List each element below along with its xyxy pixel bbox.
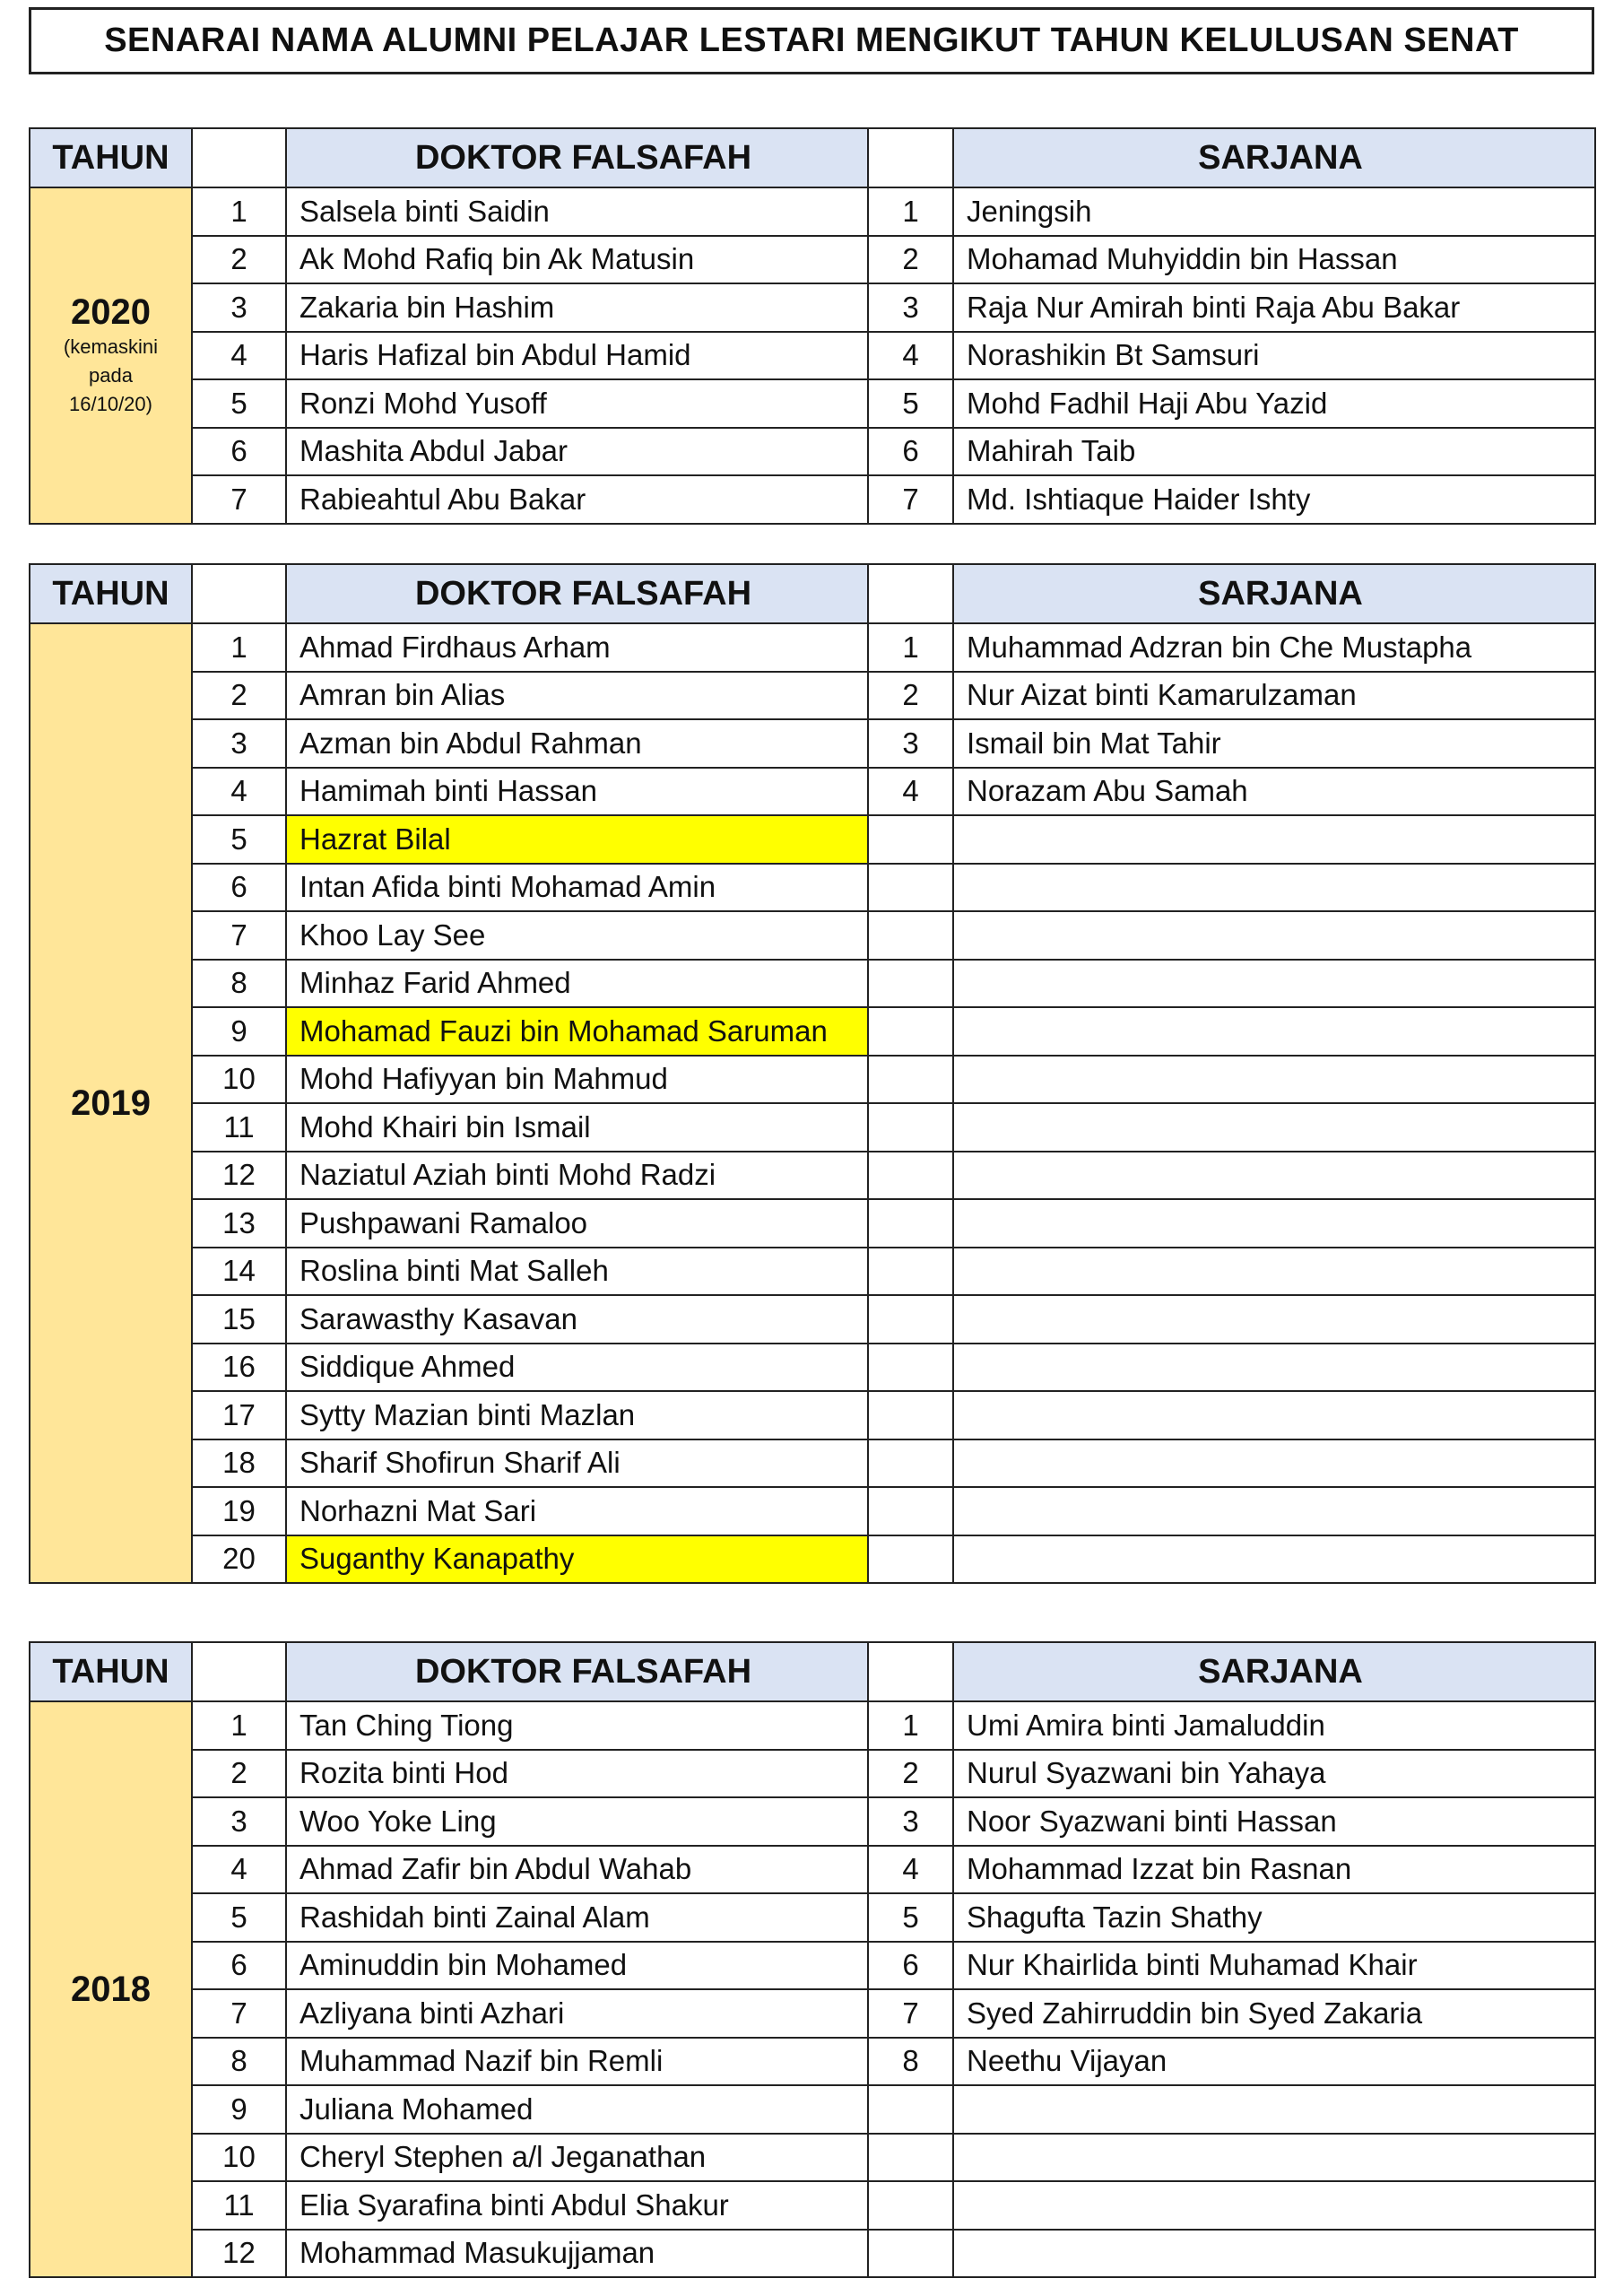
sarjana-number: 2 bbox=[868, 236, 953, 284]
sarjana-number bbox=[868, 2134, 953, 2182]
header-blank bbox=[192, 128, 286, 187]
table-row bbox=[30, 332, 1595, 380]
table-row bbox=[30, 1391, 1595, 1439]
doktor-number: 16 bbox=[192, 1344, 286, 1392]
doktor-name: Siddique Ahmed bbox=[286, 1344, 868, 1392]
doktor-name: Sarawasthy Kasavan bbox=[286, 1295, 868, 1344]
doktor-number: 6 bbox=[192, 864, 286, 912]
table-row bbox=[30, 672, 1595, 720]
sarjana-name: Umi Amira binti Jamaluddin bbox=[953, 1701, 1595, 1750]
year-table-1 bbox=[29, 563, 1596, 1584]
update-note: pada bbox=[89, 363, 133, 387]
year-cell bbox=[30, 1701, 192, 2277]
sarjana-number: 7 bbox=[868, 1989, 953, 2038]
sarjana-name bbox=[953, 2134, 1595, 2182]
sarjana-name bbox=[953, 1248, 1595, 1296]
sarjana-number bbox=[868, 1391, 953, 1439]
doktor-number: 1 bbox=[192, 623, 286, 672]
doktor-number: 14 bbox=[192, 1248, 286, 1296]
doktor-name: Juliana Mohamed bbox=[286, 2085, 868, 2134]
table-row bbox=[30, 1893, 1595, 1942]
doktor-number: 12 bbox=[192, 2230, 286, 2278]
doktor-number: 3 bbox=[192, 719, 286, 768]
table-row bbox=[30, 1056, 1595, 1104]
sarjana-number: 5 bbox=[868, 1893, 953, 1942]
sarjana-name: Muhammad Adzran bin Che Mustapha bbox=[953, 623, 1595, 672]
table-row bbox=[30, 187, 1595, 236]
table-row bbox=[30, 1942, 1595, 1990]
sarjana-name: Md. Ishtiaque Haider Ishty bbox=[953, 475, 1595, 524]
sarjana-name bbox=[953, 815, 1595, 864]
update-note: (kemaskini bbox=[63, 335, 159, 358]
doktor-name: Mashita Abdul Jabar bbox=[286, 428, 868, 476]
table-row bbox=[30, 1535, 1595, 1584]
document-title-box bbox=[29, 7, 1594, 74]
doktor-number: 6 bbox=[192, 1942, 286, 1990]
table-row bbox=[30, 1750, 1595, 1798]
doktor-name: Mohd Hafiyyan bin Mahmud bbox=[286, 1056, 868, 1104]
table-row bbox=[30, 1846, 1595, 1894]
table-row bbox=[30, 1295, 1595, 1344]
sarjana-name: Shagufta Tazin Shathy bbox=[953, 1893, 1595, 1942]
sarjana-name: Norashikin Bt Samsuri bbox=[953, 332, 1595, 380]
doktor-name: Haris Hafizal bin Abdul Hamid bbox=[286, 332, 868, 380]
doktor-name: Hamimah binti Hassan bbox=[286, 768, 868, 816]
doktor-name: Aminuddin bin Mohamed bbox=[286, 1942, 868, 1990]
doktor-number: 10 bbox=[192, 1056, 286, 1104]
table-row bbox=[30, 428, 1595, 476]
sarjana-number: 2 bbox=[868, 1750, 953, 1798]
table-row bbox=[30, 960, 1595, 1008]
doktor-name: Suganthy Kanapathy bbox=[286, 1535, 868, 1584]
table-row bbox=[30, 815, 1595, 864]
sarjana-name bbox=[953, 2230, 1595, 2278]
doktor-number: 6 bbox=[192, 428, 286, 476]
doktor-name: Khoo Lay See bbox=[286, 911, 868, 960]
table-row bbox=[30, 1103, 1595, 1152]
year-label: 2020 bbox=[71, 291, 151, 332]
sarjana-number: 4 bbox=[868, 1846, 953, 1894]
sarjana-number: 6 bbox=[868, 428, 953, 476]
sarjana-name: Nurul Syazwani bin Yahaya bbox=[953, 1750, 1595, 1798]
doktor-name: Mohamad Fauzi bin Mohamad Saruman bbox=[286, 1007, 868, 1056]
sarjana-name: Ismail bin Mat Tahir bbox=[953, 719, 1595, 768]
sarjana-number: 3 bbox=[868, 1797, 953, 1846]
sarjana-number: 3 bbox=[868, 719, 953, 768]
doktor-number: 9 bbox=[192, 1007, 286, 1056]
sarjana-name bbox=[953, 1295, 1595, 1344]
sarjana-number bbox=[868, 960, 953, 1008]
sarjana-number: 4 bbox=[868, 768, 953, 816]
doktor-number: 13 bbox=[192, 1199, 286, 1248]
sarjana-name: Mahirah Taib bbox=[953, 428, 1595, 476]
doktor-number: 4 bbox=[192, 1846, 286, 1894]
sarjana-number: 4 bbox=[868, 332, 953, 380]
sarjana-number bbox=[868, 1056, 953, 1104]
doktor-number: 19 bbox=[192, 1487, 286, 1535]
sarjana-name bbox=[953, 1199, 1595, 1248]
doktor-name: Naziatul Aziah binti Mohd Radzi bbox=[286, 1152, 868, 1200]
sarjana-name: Mohd Fadhil Haji Abu Yazid bbox=[953, 379, 1595, 428]
sarjana-name: Jeningsih bbox=[953, 187, 1595, 236]
year-label: 2019 bbox=[71, 1083, 151, 1123]
sarjana-number: 1 bbox=[868, 187, 953, 236]
sarjana-name bbox=[953, 960, 1595, 1008]
header-blank bbox=[192, 1642, 286, 1701]
doktor-name: Norhazni Mat Sari bbox=[286, 1487, 868, 1535]
doktor-number: 11 bbox=[192, 2181, 286, 2230]
doktor-name: Elia Syarafina binti Abdul Shakur bbox=[286, 2181, 868, 2230]
doktor-number: 9 bbox=[192, 2085, 286, 2134]
year-cell bbox=[30, 623, 192, 1583]
sarjana-number: 5 bbox=[868, 379, 953, 428]
doktor-name: Mohammad Masukujjaman bbox=[286, 2230, 868, 2278]
doktor-number: 12 bbox=[192, 1152, 286, 1200]
sarjana-name bbox=[953, 1344, 1595, 1392]
header-tahun: TAHUN bbox=[30, 1642, 192, 1701]
table-row bbox=[30, 1989, 1595, 2038]
sarjana-number bbox=[868, 2085, 953, 2134]
header-sarjana: SARJANA bbox=[953, 128, 1595, 187]
table-row bbox=[30, 1248, 1595, 1296]
sarjana-name bbox=[953, 1535, 1595, 1584]
doktor-number: 3 bbox=[192, 1797, 286, 1846]
sarjana-name: Syed Zahirruddin bin Syed Zakaria bbox=[953, 1989, 1595, 2038]
document-title: SENARAI NAMA ALUMNI PELAJAR LESTARI MENGIKUT TAHUN KELULUSAN SENAT bbox=[104, 22, 1519, 59]
sarjana-number bbox=[868, 1248, 953, 1296]
sarjana-number bbox=[868, 1295, 953, 1344]
sarjana-number bbox=[868, 911, 953, 960]
doktor-name: Sytty Mazian binti Mazlan bbox=[286, 1391, 868, 1439]
sarjana-name: Neethu Vijayan bbox=[953, 2038, 1595, 2086]
sarjana-number: 2 bbox=[868, 672, 953, 720]
doktor-number: 7 bbox=[192, 475, 286, 524]
doktor-number: 11 bbox=[192, 1103, 286, 1152]
sarjana-number bbox=[868, 815, 953, 864]
sarjana-name: Noor Syazwani binti Hassan bbox=[953, 1797, 1595, 1846]
header-blank bbox=[192, 564, 286, 623]
sarjana-number bbox=[868, 1103, 953, 1152]
sarjana-number bbox=[868, 1439, 953, 1488]
header-doktor-falsafah: DOKTOR FALSAFAH bbox=[286, 128, 868, 187]
header-doktor-falsafah: DOKTOR FALSAFAH bbox=[286, 564, 868, 623]
sarjana-name bbox=[953, 1103, 1595, 1152]
header-doktor-falsafah: DOKTOR FALSAFAH bbox=[286, 1642, 868, 1701]
sarjana-name bbox=[953, 2181, 1595, 2230]
year-table-2 bbox=[29, 1641, 1596, 2278]
doktor-number: 18 bbox=[192, 1439, 286, 1488]
doktor-number: 15 bbox=[192, 1295, 286, 1344]
table-row bbox=[30, 2230, 1595, 2278]
table-row bbox=[30, 1439, 1595, 1488]
table-row bbox=[30, 475, 1595, 524]
sarjana-number bbox=[868, 1199, 953, 1248]
table-row bbox=[30, 2134, 1595, 2182]
doktor-name: Ronzi Mohd Yusoff bbox=[286, 379, 868, 428]
header-sarjana: SARJANA bbox=[953, 564, 1595, 623]
doktor-name: Azliyana binti Azhari bbox=[286, 1989, 868, 2038]
doktor-name: Zakaria bin Hashim bbox=[286, 283, 868, 332]
doktor-name: Ahmad Firdhaus Arham bbox=[286, 623, 868, 672]
table-row bbox=[30, 283, 1595, 332]
doktor-number: 2 bbox=[192, 1750, 286, 1798]
table-row bbox=[30, 1007, 1595, 1056]
doktor-number: 5 bbox=[192, 1893, 286, 1942]
doktor-name: Hazrat Bilal bbox=[286, 815, 868, 864]
table-row bbox=[30, 2038, 1595, 2086]
table-row bbox=[30, 911, 1595, 960]
table-row bbox=[30, 236, 1595, 284]
doktor-name: Rozita binti Hod bbox=[286, 1750, 868, 1798]
doktor-name: Ahmad Zafir bin Abdul Wahab bbox=[286, 1846, 868, 1894]
update-note: 16/10/20) bbox=[69, 392, 152, 415]
sarjana-number bbox=[868, 1152, 953, 1200]
sarjana-name bbox=[953, 1391, 1595, 1439]
sarjana-number bbox=[868, 864, 953, 912]
doktor-number: 5 bbox=[192, 815, 286, 864]
doktor-name: Cheryl Stephen a/l Jeganathan bbox=[286, 2134, 868, 2182]
doktor-number: 10 bbox=[192, 2134, 286, 2182]
sarjana-name: Nur Aizat binti Kamarulzaman bbox=[953, 672, 1595, 720]
sarjana-name: Norazam Abu Samah bbox=[953, 768, 1595, 816]
doktor-number: 2 bbox=[192, 672, 286, 720]
doktor-number: 8 bbox=[192, 2038, 286, 2086]
sarjana-number bbox=[868, 1007, 953, 1056]
doktor-name: Minhaz Farid Ahmed bbox=[286, 960, 868, 1008]
header-blank bbox=[868, 564, 953, 623]
doktor-number: 4 bbox=[192, 768, 286, 816]
table-row bbox=[30, 623, 1595, 672]
doktor-name: Salsela binti Saidin bbox=[286, 187, 868, 236]
sarjana-number bbox=[868, 1487, 953, 1535]
doktor-name: Intan Afida binti Mohamad Amin bbox=[286, 864, 868, 912]
sarjana-number: 8 bbox=[868, 2038, 953, 2086]
sarjana-number: 6 bbox=[868, 1942, 953, 1990]
doktor-number: 8 bbox=[192, 960, 286, 1008]
table-row bbox=[30, 1344, 1595, 1392]
sarjana-name bbox=[953, 2085, 1595, 2134]
doktor-number: 20 bbox=[192, 1535, 286, 1584]
sarjana-number bbox=[868, 1535, 953, 1584]
doktor-name: Woo Yoke Ling bbox=[286, 1797, 868, 1846]
sarjana-number: 7 bbox=[868, 475, 953, 524]
doktor-number: 17 bbox=[192, 1391, 286, 1439]
doktor-name: Amran bin Alias bbox=[286, 672, 868, 720]
doktor-name: Muhammad Nazif bin Remli bbox=[286, 2038, 868, 2086]
doktor-number: 7 bbox=[192, 1989, 286, 2038]
sarjana-name bbox=[953, 864, 1595, 912]
header-blank bbox=[868, 1642, 953, 1701]
doktor-name: Azman bin Abdul Rahman bbox=[286, 719, 868, 768]
doktor-name: Rashidah binti Zainal Alam bbox=[286, 1893, 868, 1942]
sarjana-number bbox=[868, 2181, 953, 2230]
sarjana-name: Raja Nur Amirah binti Raja Abu Bakar bbox=[953, 283, 1595, 332]
doktor-name: Roslina binti Mat Salleh bbox=[286, 1248, 868, 1296]
table-row bbox=[30, 1199, 1595, 1248]
table-row bbox=[30, 1487, 1595, 1535]
sarjana-name: Mohammad Izzat bin Rasnan bbox=[953, 1846, 1595, 1894]
sarjana-name bbox=[953, 1439, 1595, 1488]
sarjana-number: 1 bbox=[868, 1701, 953, 1750]
table-row bbox=[30, 379, 1595, 428]
table-row bbox=[30, 864, 1595, 912]
table-row bbox=[30, 2181, 1595, 2230]
sarjana-number: 3 bbox=[868, 283, 953, 332]
doktor-number: 3 bbox=[192, 283, 286, 332]
doktor-number: 1 bbox=[192, 187, 286, 236]
doktor-name: Pushpawani Ramaloo bbox=[286, 1199, 868, 1248]
table-row bbox=[30, 719, 1595, 768]
doktor-name: Ak Mohd Rafiq bin Ak Matusin bbox=[286, 236, 868, 284]
sarjana-name bbox=[953, 1152, 1595, 1200]
sarjana-number bbox=[868, 1344, 953, 1392]
table-row bbox=[30, 1701, 1595, 1750]
doktor-number: 2 bbox=[192, 236, 286, 284]
doktor-name: Sharif Shofirun Sharif Ali bbox=[286, 1439, 868, 1488]
sarjana-number bbox=[868, 2230, 953, 2278]
sarjana-name: Nur Khairlida binti Muhamad Khair bbox=[953, 1942, 1595, 1990]
year-label: 2018 bbox=[71, 1969, 151, 2009]
sarjana-name: Mohamad Muhyiddin bin Hassan bbox=[953, 236, 1595, 284]
doktor-name: Rabieahtul Abu Bakar bbox=[286, 475, 868, 524]
doktor-number: 1 bbox=[192, 1701, 286, 1750]
table-row bbox=[30, 1797, 1595, 1846]
table-row bbox=[30, 1152, 1595, 1200]
doktor-number: 4 bbox=[192, 332, 286, 380]
table-row bbox=[30, 2085, 1595, 2134]
sarjana-name bbox=[953, 911, 1595, 960]
doktor-number: 7 bbox=[192, 911, 286, 960]
table-row bbox=[30, 768, 1595, 816]
header-tahun: TAHUN bbox=[30, 564, 192, 623]
doktor-number: 5 bbox=[192, 379, 286, 428]
sarjana-name bbox=[953, 1487, 1595, 1535]
doktor-name: Mohd Khairi bin Ismail bbox=[286, 1103, 868, 1152]
year-table-0 bbox=[29, 127, 1596, 525]
header-sarjana: SARJANA bbox=[953, 1642, 1595, 1701]
sarjana-number: 1 bbox=[868, 623, 953, 672]
doktor-name: Tan Ching Tiong bbox=[286, 1701, 868, 1750]
sarjana-name bbox=[953, 1007, 1595, 1056]
year-cell bbox=[30, 187, 192, 524]
header-tahun: TAHUN bbox=[30, 128, 192, 187]
sarjana-name bbox=[953, 1056, 1595, 1104]
header-blank bbox=[868, 128, 953, 187]
